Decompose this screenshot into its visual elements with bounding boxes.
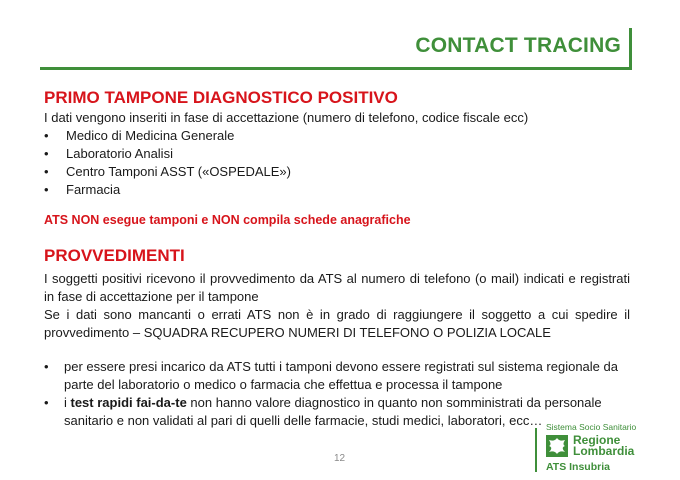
slide-title: CONTACT TRACING [415,34,621,57]
bold-term: test rapidi fai-da-te [70,395,187,410]
regione-lombardia-logo-icon [546,435,568,457]
ats-note: ATS NON esegue tamponi e NON compila schede anagrafiche [44,213,411,227]
logo-name: Regione Lombardia [573,433,635,458]
logo-subtitle: Sistema Socio Sanitario [546,422,637,432]
paragraph-1: I soggetti positivi ricevono il provvedimento da ATS al numero di telefono (o mail) indicati e registrati in fase di accettazione per il tampone [44,271,630,304]
list-item: • i test rapidi fai-da-te non hanno valore diagnostico in quanto non somministrati da personale sanitario e non validati al pari di quelli delle farmacie, studi medici, laboratori, ecc… [44,395,602,428]
section-heading-primo-tampone: PRIMO TAMPONE DIAGNOSTICO POSITIVO [44,88,398,107]
title-frame [40,28,632,70]
bullet-icon: • [44,395,49,410]
bullet-icon: • [44,146,49,161]
list-item: • per essere presi incarico da ATS tutti i tamponi devono essere registrati sul sistema regionale da parte del laboratorio o medico o farmacia che effettua e processa il tampone [44,359,618,392]
bullet-icon: • [44,182,49,197]
page-number: 12 [334,453,346,464]
logo-org: ATS Insubria [546,461,610,473]
bullet-icon: • [44,359,49,374]
paragraph-2: Se i dati sono mancanti o errati ATS non è in grado di raggiungere il soggetto a cui spedire il provvedimento – SQUADRA RECUPERO NUMERI DI TELEFONO O POLIZIA LOCALE [44,307,630,340]
bullet-icon: • [44,164,49,179]
bullet-icon: • [44,128,49,143]
section-heading-provvedimenti: PROVVEDIMENTI [44,246,185,265]
logo-divider [535,428,537,472]
section-intro: I dati vengono inseriti in fase di accettazione (numero di telefono, codice fiscale ecc) [44,110,529,125]
